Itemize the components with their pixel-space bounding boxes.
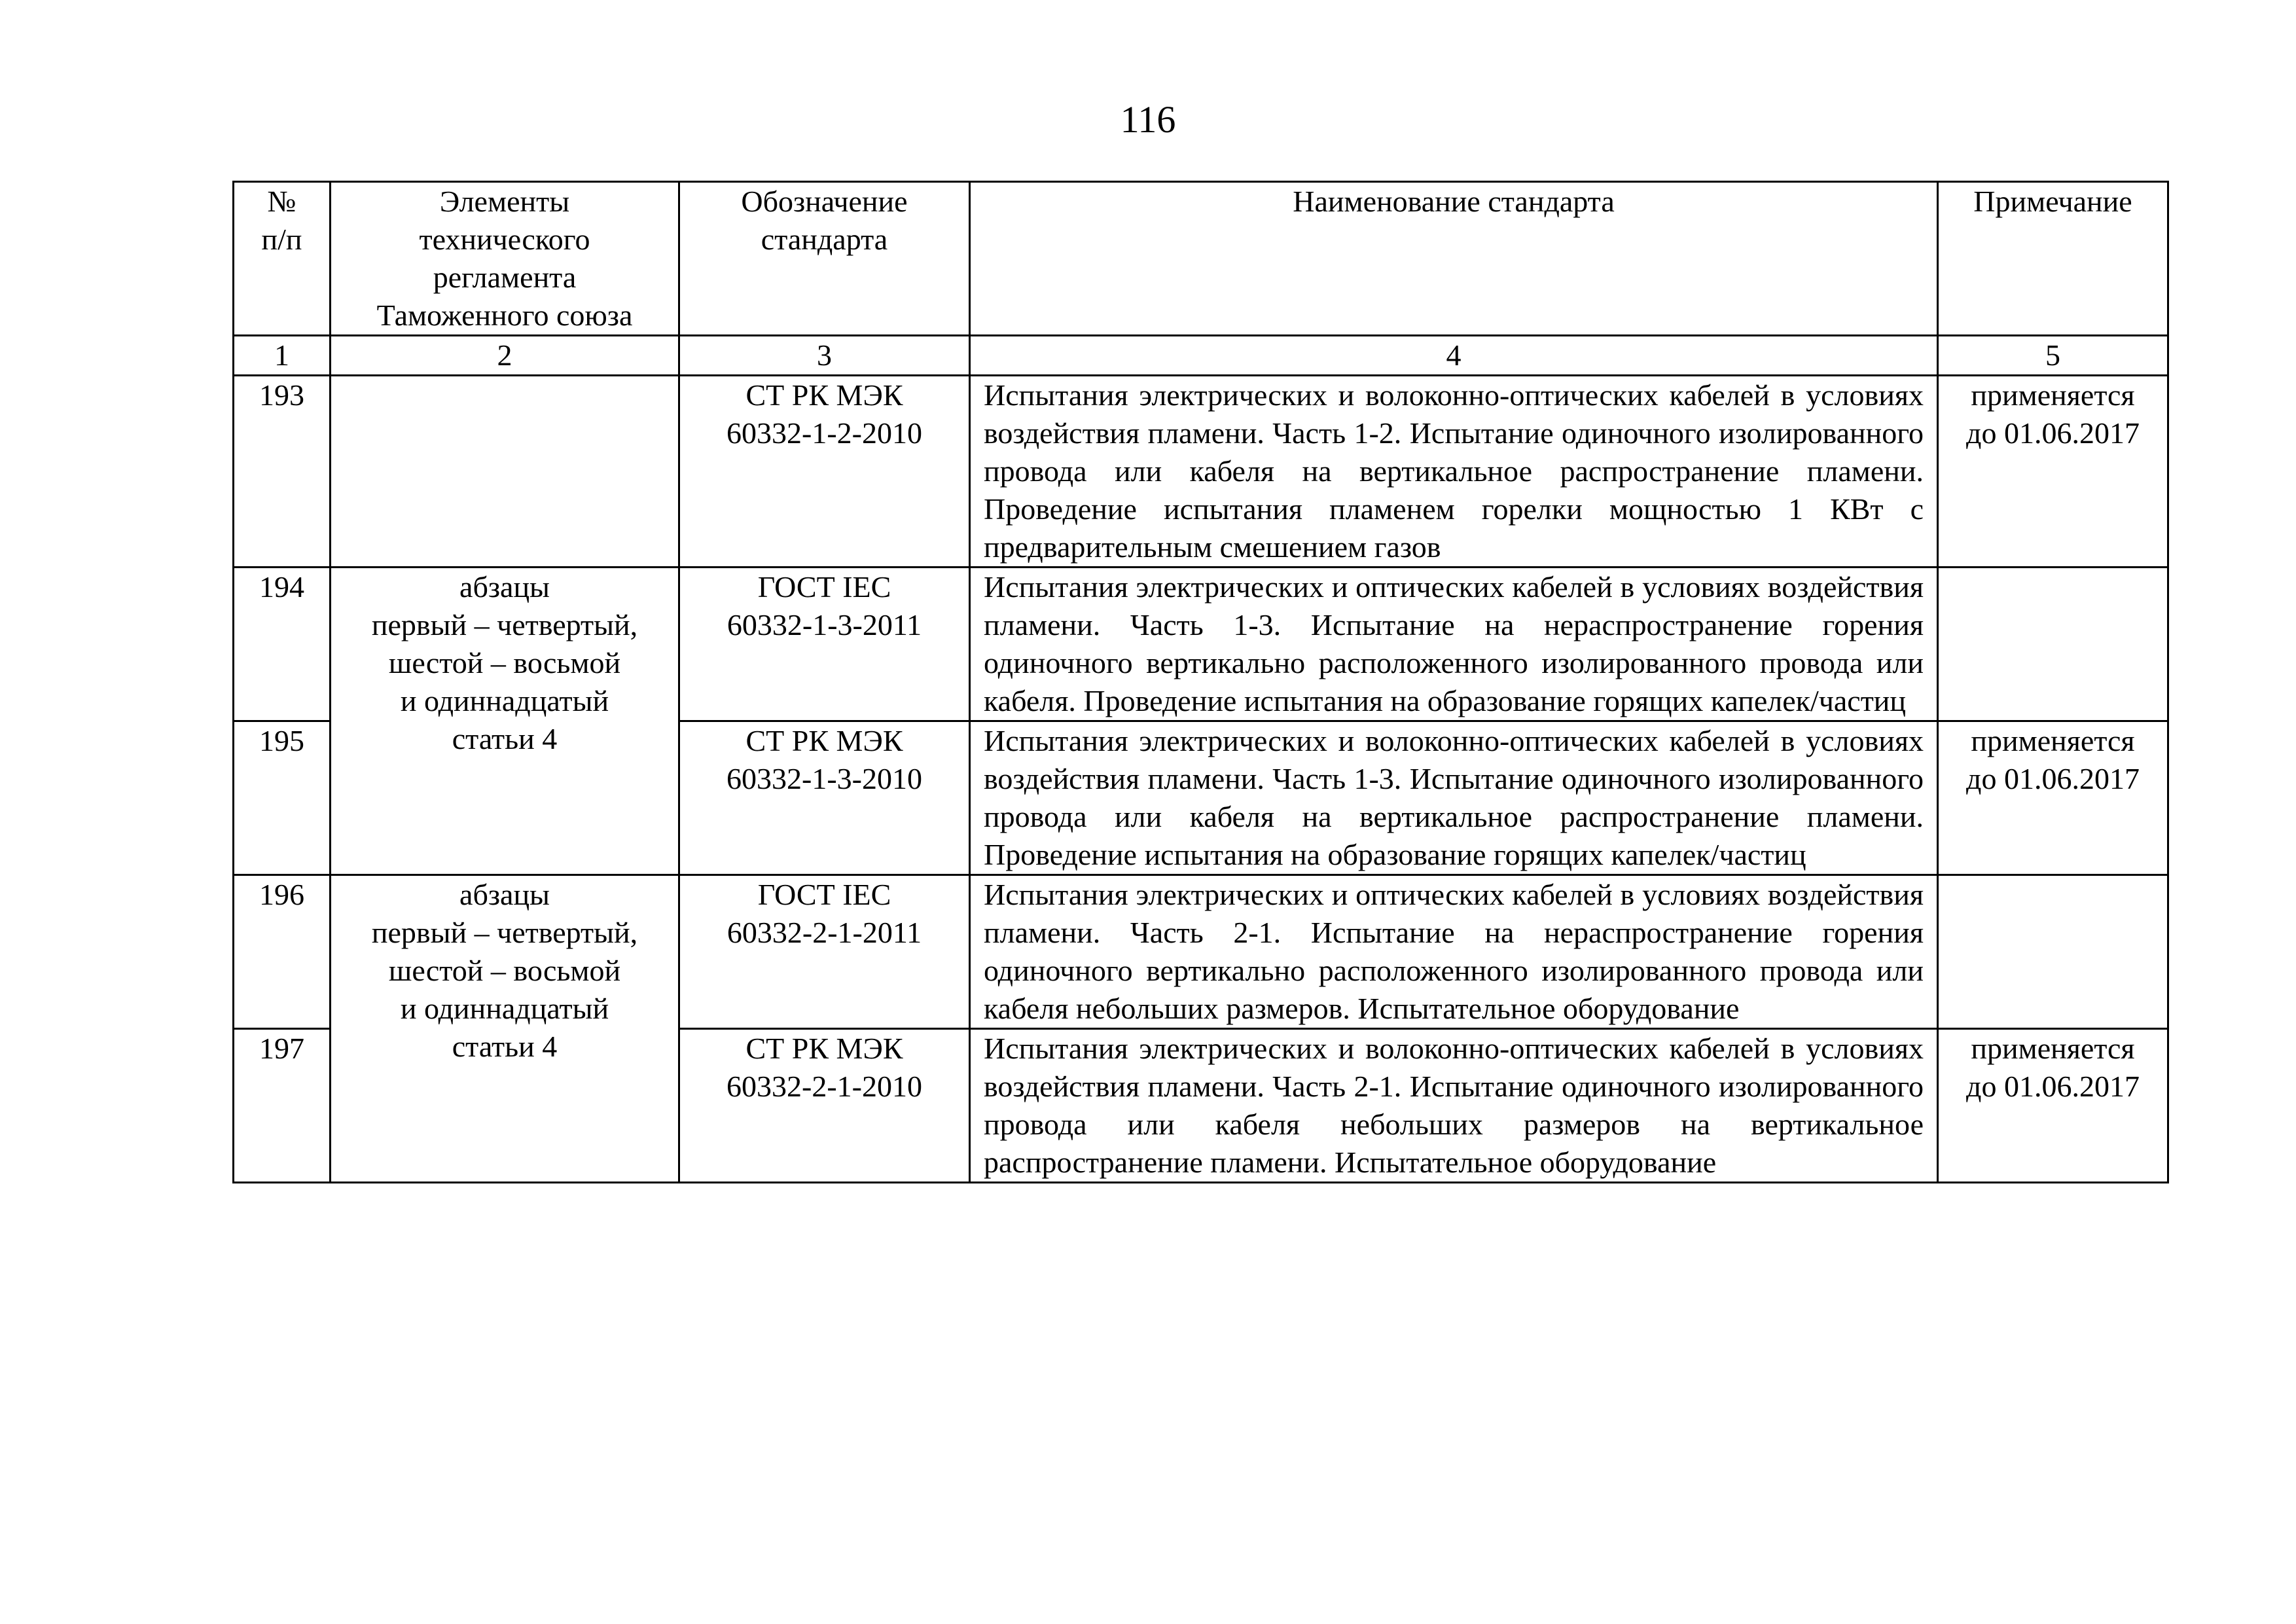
row-number: 193 bbox=[234, 376, 331, 568]
standard-name: Испытания электрических и оптических кабелей в условиях воздействия пламени. Часть 2-1. Испытание на нераспространение горения одиночного вертикально расположенного изолированного провода или кабеля небольших размеров. Испытательное оборудование bbox=[970, 875, 1938, 1029]
row-number: 195 bbox=[234, 721, 331, 875]
note: применяется до 01.06.2017 bbox=[1938, 1029, 2168, 1183]
standard-designation: СТ РК МЭК 60332-1-3-2010 bbox=[679, 721, 970, 875]
column-number: 1 bbox=[234, 336, 331, 376]
standard-name: Испытания электрических и оптических кабелей в условиях воздействия пламени. Часть 1-3. Испытание на нераспространение горения одиночного вертикально расположенного изолированного провода или кабеля. Проведение испытания на образование горящих капелек/частиц bbox=[970, 568, 1938, 721]
standard-designation: ГОСТ IEC 60332-1-3-2011 bbox=[679, 568, 970, 721]
note bbox=[1938, 875, 2168, 1029]
table-row bbox=[234, 875, 2168, 1029]
row-number: 197 bbox=[234, 1029, 331, 1183]
note bbox=[1938, 568, 2168, 721]
header-note: Примечание bbox=[1938, 182, 2168, 336]
standards-table bbox=[232, 181, 2169, 1183]
page-number: 116 bbox=[1120, 98, 1176, 141]
header-number: № п/п bbox=[234, 182, 331, 336]
header-standard-name: Наименование стандарта bbox=[970, 182, 1938, 336]
table-body bbox=[234, 376, 2168, 1183]
note: применяется до 01.06.2017 bbox=[1938, 721, 2168, 875]
note: применяется до 01.06.2017 bbox=[1938, 376, 2168, 568]
header-standard-designation: Обозначение стандарта bbox=[679, 182, 970, 336]
standard-designation: СТ РК МЭК 60332-1-2-2010 bbox=[679, 376, 970, 568]
column-number: 4 bbox=[970, 336, 1938, 376]
regulation-elements: абзацы первый – четвертый, шестой – восьмой и одиннадцатый статьи 4 bbox=[331, 875, 679, 1183]
column-number: 2 bbox=[331, 336, 679, 376]
column-number-row bbox=[234, 336, 2168, 376]
table-row bbox=[234, 568, 2168, 721]
standard-designation: СТ РК МЭК 60332-2-1-2010 bbox=[679, 1029, 970, 1183]
column-number: 3 bbox=[679, 336, 970, 376]
regulation-elements bbox=[331, 376, 679, 568]
header-regulation-elements: Элементы технического регламента Таможенного союза bbox=[331, 182, 679, 336]
standard-designation: ГОСТ IEC 60332-2-1-2011 bbox=[679, 875, 970, 1029]
row-number: 196 bbox=[234, 875, 331, 1029]
row-number: 194 bbox=[234, 568, 331, 721]
table-row bbox=[234, 376, 2168, 568]
column-number: 5 bbox=[1938, 336, 2168, 376]
header-row bbox=[234, 182, 2168, 336]
standard-name: Испытания электрических и волоконно-оптических кабелей в условиях воздействия пламени. Часть 1-3. Испытание одиночного изолированного провода или кабеля на вертикальное распространение пламени. Проведение испытания на образование горящих капелек/частиц bbox=[970, 721, 1938, 875]
standard-name: Испытания электрических и волоконно-оптических кабелей в условиях воздействия пламени. Часть 2-1. Испытание одиночного изолированного провода или кабеля небольших размеров на вертикальное распространение пламени. Испытательное оборудование bbox=[970, 1029, 1938, 1183]
regulation-elements: абзацы первый – четвертый, шестой – восьмой и одиннадцатый статьи 4 bbox=[331, 568, 679, 875]
standard-name: Испытания электрических и волоконно-оптических кабелей в условиях воздействия пламени. Часть 1-2. Испытание одиночного изолированного провода или кабеля на вертикальное распространение пламени. Проведение испытания пламенем горелки мощностью 1 КВт с предварительным смешением газов bbox=[970, 376, 1938, 568]
